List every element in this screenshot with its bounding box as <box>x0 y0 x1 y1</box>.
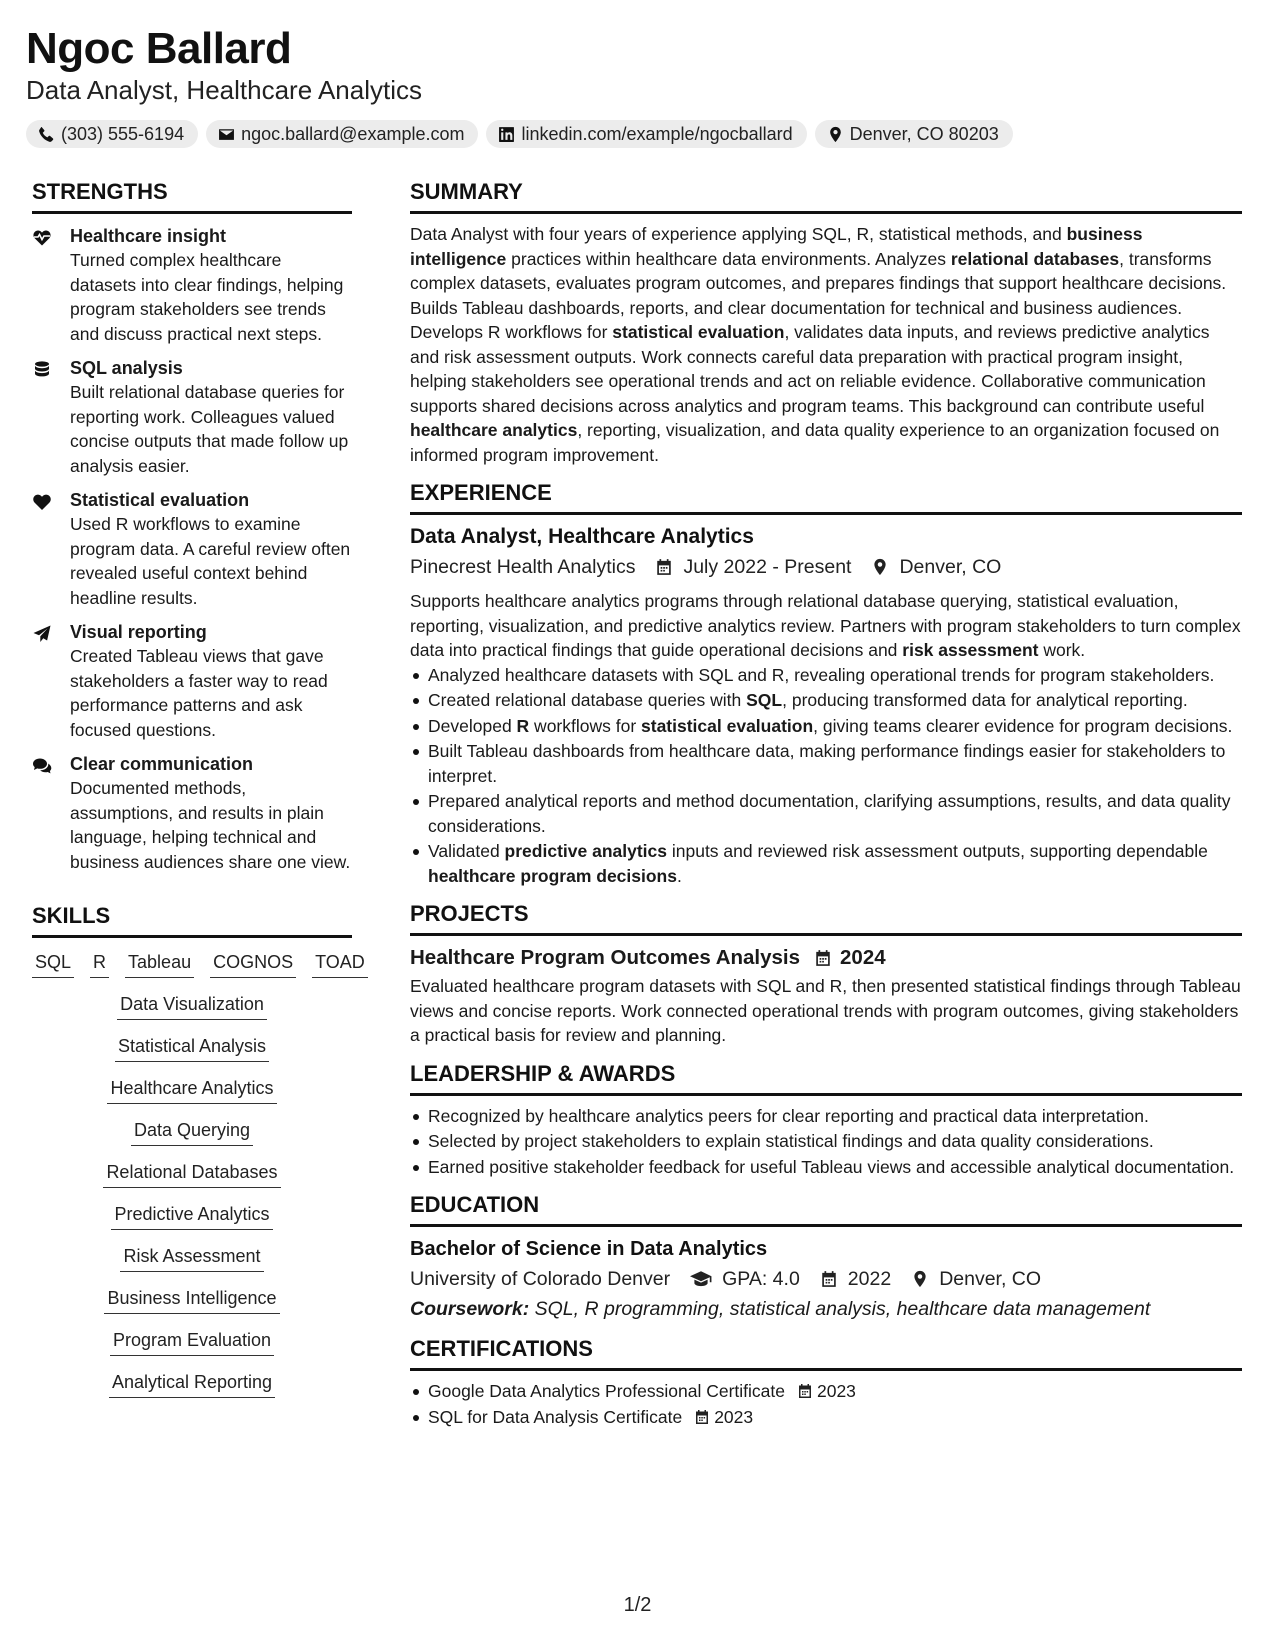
contact-email-text: ngoc.ballard@example.com <box>241 123 465 144</box>
strength-text: Built relational database queries for reporting work. Colleagues valued concise outputs that made follow up analysis easier. <box>70 382 349 476</box>
calendar-icon <box>797 1383 813 1399</box>
paper-plane-icon <box>32 624 52 644</box>
list-item: Earned positive stakeholder feedback for useful Tableau views and accessible analytical documentation. <box>410 1155 1242 1180</box>
cert-year: 2023 <box>816 1381 856 1401</box>
certifications-list <box>410 1379 1242 1429</box>
gpa: GPA: 4.0 <box>722 1268 800 1290</box>
candidate-name: Ngoc Ballard <box>26 24 292 73</box>
job-location: Denver, CO <box>899 556 1002 578</box>
contact-linkedin-text: linkedin.com/example/ngocballard <box>521 123 793 144</box>
list-item <box>410 1405 1242 1430</box>
project-text: Evaluated healthcare program datasets with SQL and R, then presented statistical findings through Tableau views and concise reports. Work connected operational trends with program outcomes, giving stakeholders a practical basis for review and planning. <box>410 976 1241 1045</box>
leadership-heading: LEADERSHIP & AWARDS <box>410 1060 1242 1096</box>
calendar-icon <box>655 558 673 576</box>
certifications-section <box>410 1335 1242 1429</box>
education-section <box>410 1191 1242 1323</box>
strength-title: Visual reporting <box>70 622 207 642</box>
bold-text: relational databases <box>950 248 1120 269</box>
candidate-title: Data Analyst, Healthcare Analytics <box>26 75 422 105</box>
skills-heading: SKILLS <box>32 902 352 938</box>
leadership-bullets <box>410 1104 1242 1180</box>
calendar-icon <box>814 949 832 967</box>
projects-section <box>410 900 1242 1048</box>
bold-text: healthcare analytics <box>410 420 578 440</box>
strength-title: Healthcare insight <box>70 226 227 246</box>
cert-name: SQL for Data Analysis Certificate <box>428 1406 683 1427</box>
left-column <box>32 178 365 1412</box>
skill-tag: Data Querying <box>131 1118 253 1146</box>
company-name: Pinecrest Health Analytics <box>410 556 636 578</box>
skill-tag: R <box>90 950 109 978</box>
education-meta <box>410 1265 1242 1293</box>
job-bullets <box>410 663 1242 889</box>
coursework <box>410 1295 1242 1323</box>
skill-tag: Risk Assessment <box>120 1244 263 1272</box>
bold-text: SQL <box>746 690 783 710</box>
skill-tag: Data Visualization <box>117 992 267 1020</box>
contact-location <box>815 120 1013 148</box>
coursework-label: Coursework: <box>410 1298 530 1320</box>
skill-tag: TOAD <box>312 950 368 978</box>
strength-item <box>32 752 352 874</box>
skill-tag: COGNOS <box>210 950 296 978</box>
project-year: 2024 <box>840 946 886 969</box>
right-column <box>410 178 1242 1430</box>
strength-text: Used R workflows to examine program data. A careful review often revealed useful context behind headline results. <box>70 514 351 608</box>
skill-tag: Tableau <box>125 950 194 978</box>
list-item: Recognized by healthcare analytics peers for clear reporting and practical data interpretation. <box>410 1104 1242 1129</box>
list-item: Built Tableau dashboards from healthcare data, making performance findings easier for stakeholders to interpret. <box>410 739 1242 788</box>
coursework-text: SQL, R programming, statistical analysis, healthcare data management <box>529 1298 1151 1320</box>
comments-icon <box>32 756 52 776</box>
strength-title: SQL analysis <box>70 358 183 378</box>
list-item: Validated predictive analytics inputs and reviewed risk assessment outputs, supporting dependable healthcare program decisions. <box>410 839 1242 888</box>
resume-header <box>26 22 1246 148</box>
strengths-list <box>32 224 352 874</box>
strength-text: Documented methods, assumptions, and results in plain language, helping technical and business audiences share one view. <box>70 778 351 872</box>
projects-heading: PROJECTS <box>410 900 1242 936</box>
list-item: Created relational database queries with SQL, producing transformed data for analytical reporting. <box>410 688 1242 713</box>
skill-tag: Predictive Analytics <box>111 1202 272 1230</box>
strength-text: Turned complex healthcare datasets into clear findings, helping program stakeholders see trends and discuss practical next steps. <box>70 250 344 344</box>
strengths-heading: STRENGTHS <box>32 178 352 214</box>
experience-heading: EXPERIENCE <box>410 479 1242 515</box>
skill-tag: Statistical Analysis <box>115 1034 269 1062</box>
graduation-year: 2022 <box>847 1268 892 1290</box>
cert-name: Google Data Analytics Professional Certificate <box>428 1381 785 1401</box>
strength-title: Statistical evaluation <box>70 490 250 510</box>
job-intro: Supports healthcare analytics programs through relational database querying, statistical evaluation, reporting, visualization, and predictive analytics review. Partners with program stakeholders to turn complex data into practical findings that guide operational decisions and risk assessment work. <box>410 591 1241 660</box>
strength-item <box>32 620 352 742</box>
skill-tag: Relational Databases <box>103 1160 280 1188</box>
school-location: Denver, CO <box>939 1268 1042 1290</box>
contact-linkedin[interactable] <box>486 120 806 148</box>
job-meta <box>410 553 1242 581</box>
leadership-section <box>410 1060 1242 1180</box>
map-pin-icon <box>911 1270 929 1288</box>
summary-text: Data Analyst with four years of experience applying SQL, R, statistical methods, and business intelligence practices within healthcare data environments. Analyzes relational databases, transforms complex datasets, evaluates program outcomes, and prepares findings that support healthcare decisions. Builds Tableau dashboards, reports, and clear documentation for technical and business audiences. Develops R workflows for statistical evaluation, validates data inputs, and reviews predictive analytics and risk assessment outputs. Work connects careful data preparation with practical program insight, helping stakeholders see operational trends and act on reliable evidence. Collaborative communication supports shared decisions across analytics and program teams. This background can contribute useful healthcare analytics, reporting, visualization, and data quality experience to an organization focused on informed program improvement. <box>410 224 1227 465</box>
contact-location-text: Denver, CO 80203 <box>849 123 999 144</box>
strength-item <box>32 488 352 610</box>
page-number: 1/2 <box>623 1594 652 1616</box>
skill-tag: SQL <box>32 950 74 978</box>
list-item <box>410 1379 1242 1404</box>
skill-tag: Analytical Reporting <box>109 1370 275 1398</box>
experience-section <box>410 479 1242 888</box>
graduation-cap-icon <box>690 1270 712 1288</box>
strength-item <box>32 224 352 346</box>
skills-row <box>32 950 365 978</box>
linkedin-icon <box>498 126 515 143</box>
bold-text: statistical evaluation <box>641 715 814 736</box>
contact-phone[interactable] <box>26 120 198 148</box>
list-item: Selected by project stakeholders to explain statistical findings and data quality considerations. <box>410 1129 1242 1154</box>
bold-text: healthcare program decisions <box>428 865 677 886</box>
bold-text: risk assessment <box>902 640 1039 660</box>
list-item: Analyzed healthcare datasets with SQL and R, revealing operational trends for program stakeholders. <box>410 663 1242 688</box>
skills-list <box>32 950 365 1398</box>
degree-title: Bachelor of Science in Data Analytics <box>410 1238 768 1260</box>
strength-item <box>32 356 352 478</box>
bold-text: predictive analytics <box>504 841 667 861</box>
skill-tag: Business Intelligence <box>104 1286 279 1314</box>
calendar-icon <box>694 1409 710 1425</box>
school-name: University of Colorado Denver <box>410 1268 671 1290</box>
summary-heading: SUMMARY <box>410 178 1242 214</box>
contact-bar <box>26 120 1246 148</box>
map-pin-icon <box>871 558 889 576</box>
contact-email[interactable] <box>206 120 478 148</box>
project-title: Healthcare Program Outcomes Analysis <box>410 946 801 969</box>
job-title: Data Analyst, Healthcare Analytics <box>410 525 754 548</box>
strength-text: Created Tableau views that gave stakeholders a faster way to read performance patterns and ask focused questions. <box>70 646 328 740</box>
certifications-heading: CERTIFICATIONS <box>410 1335 1242 1371</box>
project-title-row <box>410 944 1242 972</box>
map-pin-icon <box>827 126 844 143</box>
skill-tag: Healthcare Analytics <box>107 1076 276 1104</box>
bold-text: business intelligence <box>410 224 1143 269</box>
bold-text: statistical evaluation <box>612 322 785 342</box>
database-icon <box>32 360 52 380</box>
job-dates: July 2022 - Present <box>683 556 852 578</box>
contact-phone-text: (303) 555-6194 <box>61 123 185 144</box>
skill-tag: Program Evaluation <box>110 1328 274 1356</box>
calendar-icon <box>820 1270 838 1288</box>
envelope-icon <box>218 126 235 143</box>
bold-text: R <box>516 715 530 736</box>
strength-title: Clear communication <box>70 754 254 774</box>
heart-icon <box>32 492 52 512</box>
list-item: Prepared analytical reports and method documentation, clarifying assumptions, results, and data quality considerations. <box>410 789 1242 838</box>
list-item: Developed R workflows for statistical evaluation, giving teams clearer evidence for program decisions. <box>410 714 1242 739</box>
heartbeat-icon <box>32 228 52 248</box>
education-heading: EDUCATION <box>410 1191 1242 1227</box>
cert-year: 2023 <box>714 1406 754 1427</box>
phone-icon <box>38 126 55 143</box>
